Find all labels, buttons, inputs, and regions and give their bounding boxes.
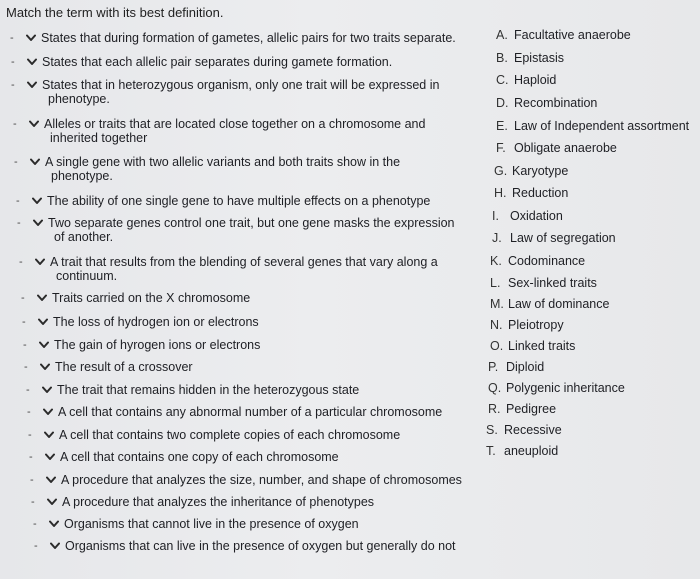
definition-text: A cell that contains one copy of each chromosome [60,450,339,464]
answer-dropdown-chevron-down-icon[interactable] [30,194,44,208]
definition-text: The result of a crossover [55,360,193,374]
answer-blank: - [22,316,26,328]
definition-text: The loss of hydrogen ion or electrons [53,315,259,329]
option-text: Codominance [508,254,586,268]
answer-dropdown-chevron-down-icon[interactable] [36,315,50,329]
term-option [496,96,597,110]
answer-blank: - [14,156,18,168]
answer-blank: - [13,118,17,130]
option-text: Linked traits [508,339,576,353]
definition-text: continuum. [56,269,118,283]
answer-dropdown-chevron-down-icon[interactable] [25,78,39,92]
term-option [496,51,564,65]
option-letter: B. [496,51,508,65]
option-text: Pedigree [506,402,557,416]
answer-dropdown-chevron-down-icon[interactable] [38,360,52,374]
option-text: Recessive [504,423,562,437]
option-letter: K. [490,254,502,268]
definition-text: A procedure that analyzes the inheritance of phenotypes [62,495,375,509]
term-option [490,318,564,332]
option-letter: P. [488,360,499,374]
answer-dropdown-chevron-down-icon[interactable] [24,31,38,45]
answer-blank: - [28,429,32,441]
term-option [490,339,575,353]
definition-text: inherited together [50,131,148,145]
term-option [494,164,568,178]
answer-dropdown-chevron-down-icon[interactable] [35,291,49,305]
option-text: Sex-linked traits [508,276,597,290]
answer-blank: - [31,496,35,508]
term-option [496,28,631,42]
option-letter: M. [490,297,504,311]
term-option [492,231,616,245]
option-letter: H. [494,186,507,200]
option-letter: E. [496,119,508,133]
option-text: Polygenic inheritance [506,381,625,395]
answer-blank: - [21,292,25,304]
definition-text: The trait that remains hidden in the heterozygous state [57,383,360,397]
definition-text: A single gene with two allelic variants and both traits show in the [45,155,401,169]
answer-blank: - [27,406,31,418]
answer-blank: - [16,195,20,207]
option-text: Pleiotropy [508,318,564,332]
answer-dropdown-chevron-down-icon[interactable] [47,517,61,531]
option-letter: I. [492,209,499,223]
term-option [496,119,689,133]
definition-text: Two separate genes control one trait, but one gene masks the expression [48,216,455,230]
answer-dropdown-chevron-down-icon[interactable] [27,117,41,131]
option-text: Diploid [506,360,545,374]
definition-text: The gain of hyrogen ions or electrons [54,338,261,352]
answer-dropdown-chevron-down-icon[interactable] [33,255,47,269]
option-letter: A. [496,28,508,42]
option-letter: L. [490,276,501,290]
answer-blank: - [33,518,37,530]
definition-text: phenotype. [48,92,110,106]
option-text: Oxidation [510,209,563,223]
option-letter: O. [490,339,504,353]
term-option [488,360,544,374]
option-text: Obligate anaerobe [514,141,617,155]
answer-blank: - [23,339,27,351]
definition-text: Alleles or traits that are located close together on a chromosome and [44,117,426,131]
option-text: Law of Independent assortment [514,119,690,133]
answer-dropdown-chevron-down-icon[interactable] [42,428,56,442]
term-option [488,381,625,395]
answer-dropdown-chevron-down-icon[interactable] [40,383,54,397]
term-option [488,402,556,416]
option-letter: D. [496,96,509,110]
option-text: Haploid [514,73,557,87]
definition-text: Organisms that can live in the presence of oxygen but generally do not [65,539,456,553]
answer-dropdown-chevron-down-icon[interactable] [44,473,58,487]
option-letter: R. [488,402,501,416]
answer-blank: - [30,474,34,486]
answer-blank: - [24,361,28,373]
answer-blank: - [34,540,38,552]
option-letter: S. [486,423,498,437]
term-option [490,254,585,268]
term-option [490,297,609,311]
option-text: Recombination [514,96,598,110]
answer-dropdown-chevron-down-icon[interactable] [25,55,39,69]
definition-text: States that in heterozygous organism, only one trait will be expressed in [42,78,440,92]
answer-dropdown-chevron-down-icon[interactable] [31,216,45,230]
term-option [496,73,556,87]
term-option [494,186,568,200]
definition-text: The ability of one single gene to have multiple effects on a phenotype [47,194,431,208]
answer-dropdown-chevron-down-icon[interactable] [37,338,51,352]
option-letter: Q. [488,381,502,395]
answer-blank: - [17,217,21,229]
definition-text: A cell that contains two complete copies of each chromosome [59,428,401,442]
option-text: Karyotype [512,164,569,178]
answer-blank: - [11,56,15,68]
answer-blank: - [10,32,14,44]
definition-text: A procedure that analyzes the size, number, and shape of chromosomes [61,473,462,487]
term-option [492,209,563,223]
option-letter: F. [496,141,506,155]
answer-dropdown-chevron-down-icon[interactable] [41,405,55,419]
question-instructions: Match the term with its best definition. [6,5,224,20]
option-text: Epistasis [514,51,565,65]
answer-dropdown-chevron-down-icon[interactable] [28,155,42,169]
term-option [486,444,558,458]
option-text: aneuploid [504,444,559,458]
definition-text: of another. [54,230,114,244]
answer-blank: - [19,256,23,268]
answer-dropdown-chevron-down-icon[interactable] [43,450,57,464]
term-option [496,141,617,155]
answer-blank: - [11,79,15,91]
option-letter: C. [496,73,509,87]
definition-text: Traits carried on the X chromosome [52,291,251,305]
answer-dropdown-chevron-down-icon[interactable] [45,495,59,509]
definition-text: phenotype. [51,169,113,183]
answer-blank: - [26,384,30,396]
definition-text: A trait that results from the blending of several genes that vary along a [50,255,438,269]
definition-text: Organisms that cannot live in the presence of oxygen [64,517,359,531]
answer-blank: - [29,451,33,463]
option-letter: T. [486,444,496,458]
option-text: Law of segregation [510,231,616,245]
option-text: Reduction [512,186,569,200]
option-letter: G. [494,164,508,178]
option-letter: J. [492,231,502,245]
answer-dropdown-chevron-down-icon[interactable] [48,539,62,553]
definition-text: A cell that contains any abnormal number of a particular chromosome [58,405,443,419]
option-letter: N. [490,318,503,332]
option-text: Law of dominance [508,297,610,311]
definition-text: States that each allelic pair separates during gamete formation. [42,55,393,69]
term-option [490,276,597,290]
option-text: Facultative anaerobe [514,28,631,42]
definition-text: States that during formation of gametes, allelic pairs for two traits separate. [41,31,456,45]
term-option [486,423,562,437]
